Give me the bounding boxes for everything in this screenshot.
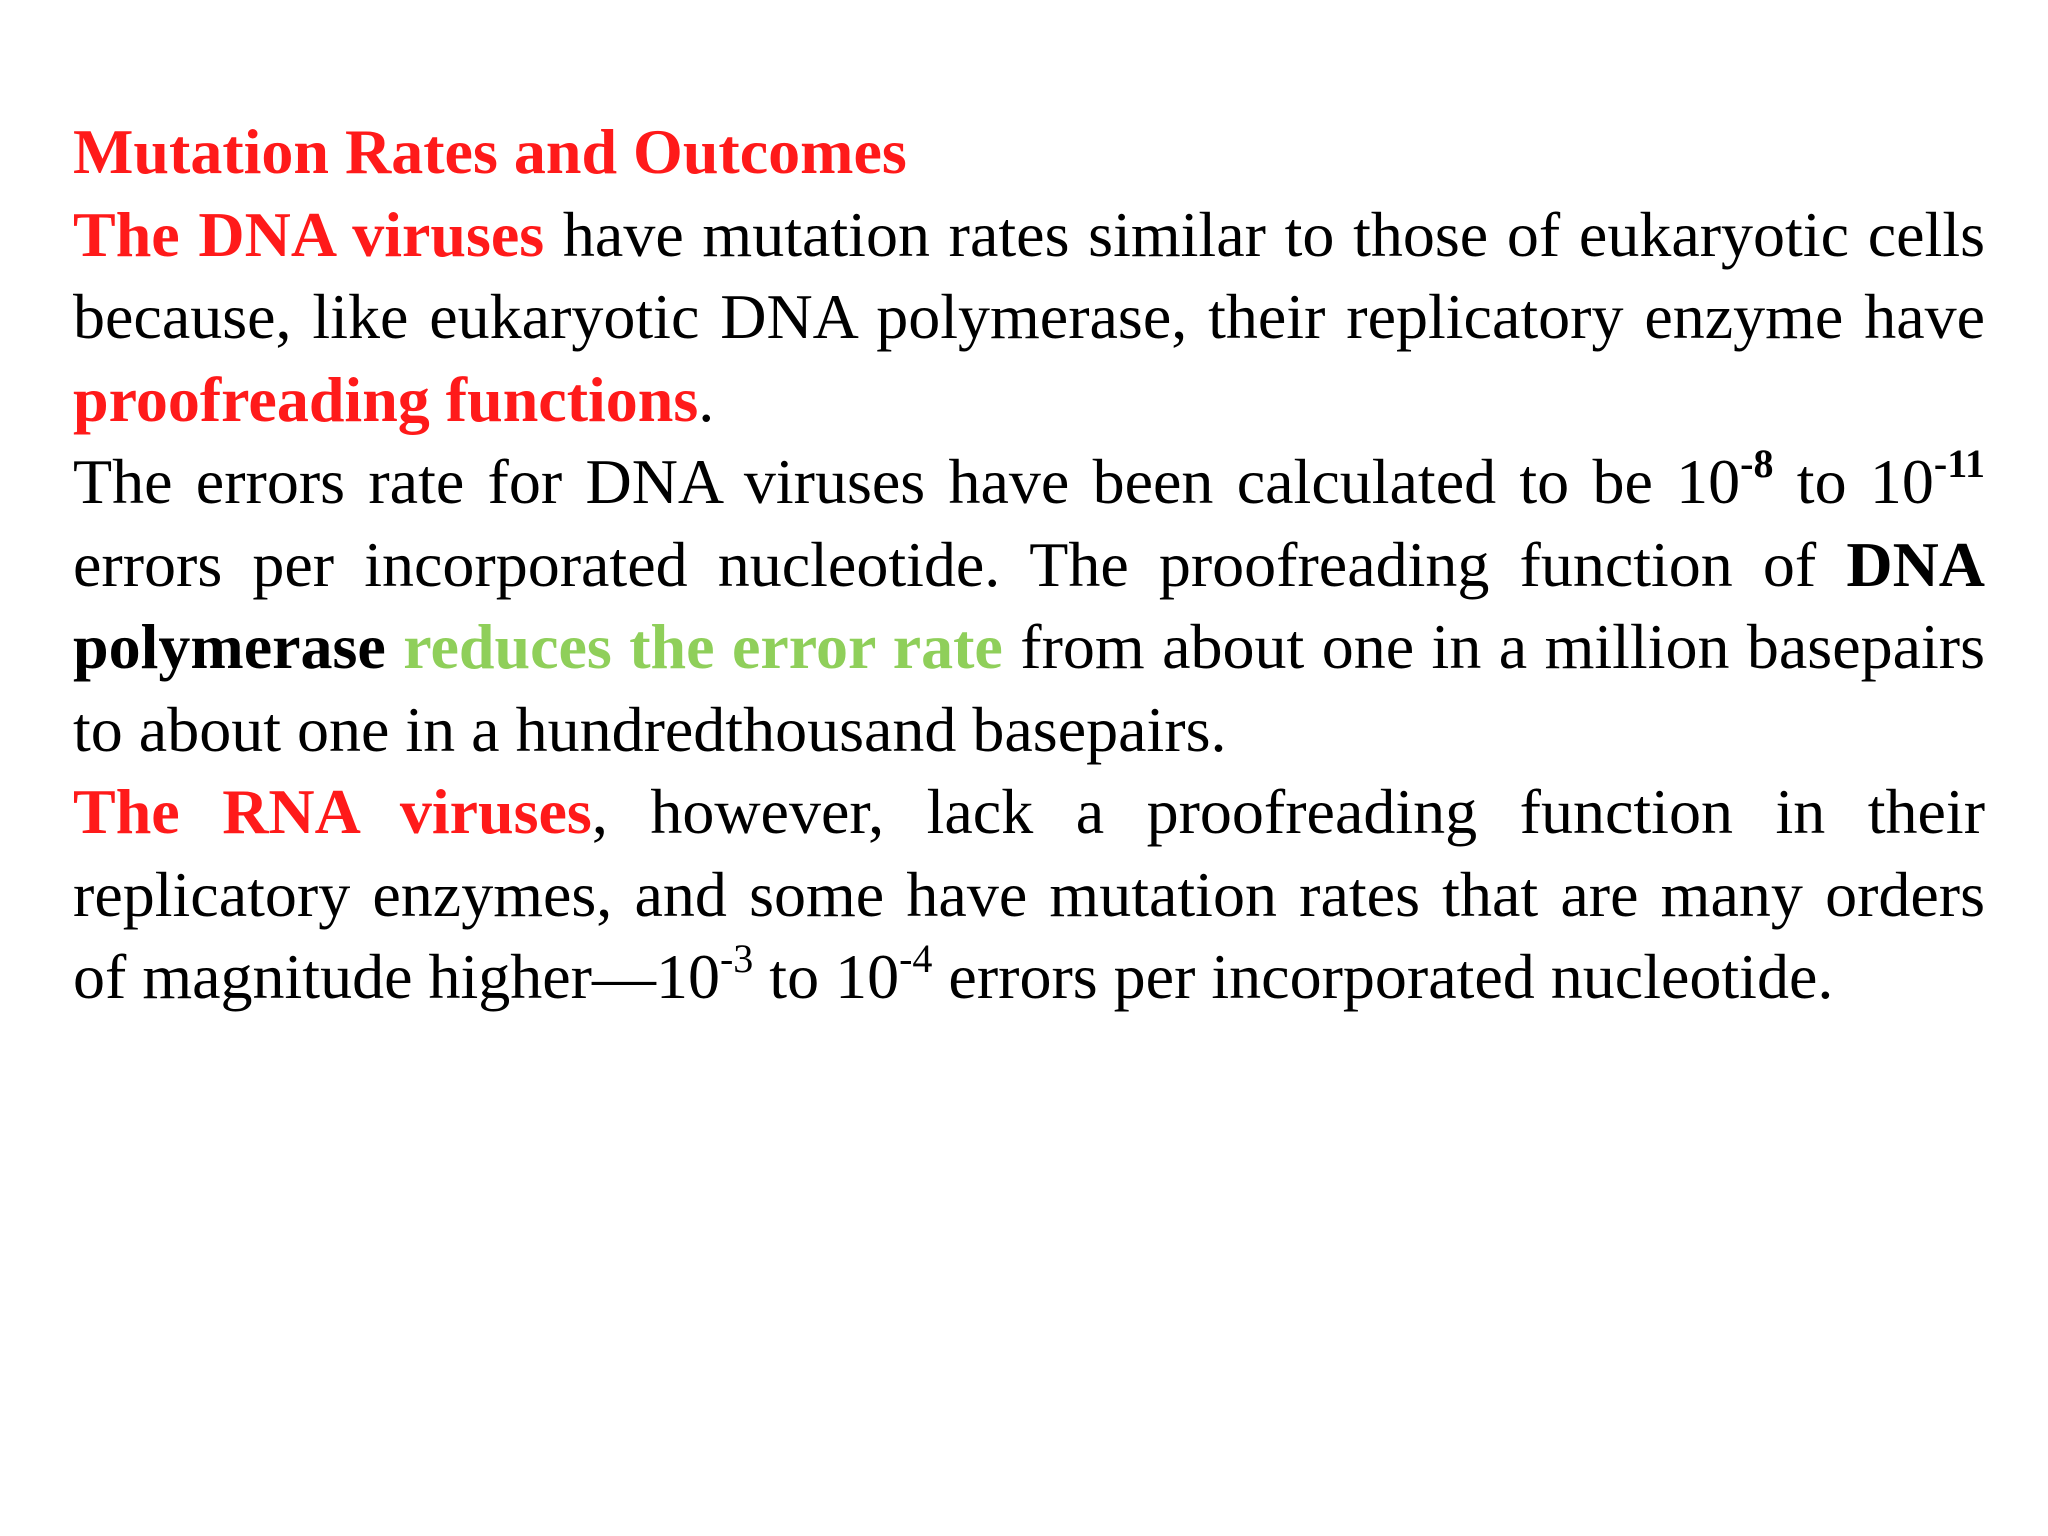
reduces-error-rate-highlight: reduces the error rate bbox=[403, 611, 1003, 682]
dna-polymerase-bold: DNA polymerase bbox=[73, 528, 1985, 682]
para2-text1: The errors rate for DNA viruses have been calculated to be 10 bbox=[73, 446, 1741, 517]
proofreading-highlight: proofreading functions bbox=[73, 363, 699, 435]
para2-text3: errors per incorporated nucleotide. The proofreading function of bbox=[73, 528, 1847, 600]
para1-text1: have mutation rates similar to those of eukaryotic cells because, like eukaryotic DNA polymerase, their replicatory enzyme have bbox=[73, 198, 1986, 352]
para2-space bbox=[386, 611, 403, 682]
para1-text2: . bbox=[698, 363, 715, 435]
slide-title: Mutation Rates and Outcomes bbox=[73, 116, 907, 187]
para2-text4: from about one in a million basepairs to about one in a hundredthousand basepairs. bbox=[73, 611, 1986, 765]
paragraph-error-rates bbox=[73, 441, 1985, 771]
paragraph-rna-viruses bbox=[73, 771, 1985, 1019]
para3-text3: errors per incorporated nucleotide. bbox=[932, 941, 1834, 1012]
para2-text2: to 10 bbox=[1773, 446, 1934, 517]
dna-viruses-lead: The DNA viruses bbox=[73, 198, 545, 270]
exponent-minus-11: -11 bbox=[1933, 440, 1985, 486]
exponent-minus-3: -3 bbox=[719, 935, 754, 981]
paragraph-dna-viruses bbox=[73, 194, 1985, 442]
para3-text1: , however, lack a proofreading function in their replicatory enzymes, and some have mutation rates that are many orders of magnitude higher—10 bbox=[73, 776, 1986, 1012]
exponent-minus-4: -4 bbox=[899, 935, 933, 981]
para3-text2: to 10 bbox=[753, 941, 900, 1012]
slide-content bbox=[73, 111, 1985, 1019]
rna-viruses-lead: The RNA viruses bbox=[73, 776, 592, 847]
exponent-minus-8: -8 bbox=[1740, 440, 1774, 486]
